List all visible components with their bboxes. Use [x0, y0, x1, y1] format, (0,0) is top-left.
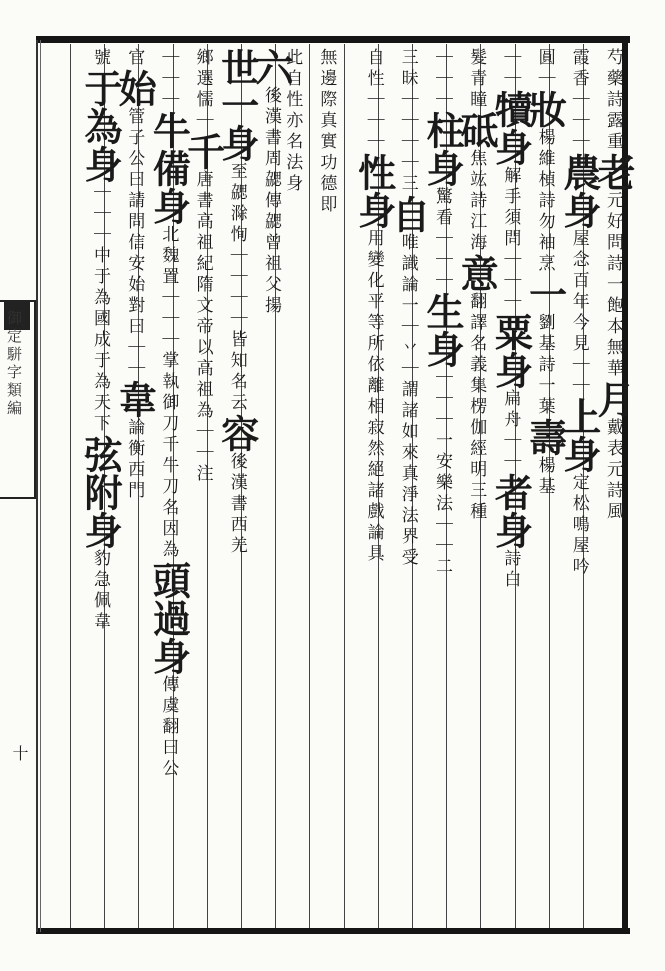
annotation-text: ｜｜｜: [432, 48, 452, 111]
headword: 月: [591, 380, 636, 418]
annotation-text: 傳虞翻曰公: [158, 675, 179, 780]
headword: 生身: [420, 292, 465, 368]
column-rule: [309, 44, 310, 928]
annotation-text: 髮青瞳: [466, 48, 487, 111]
annotation-text: 北魏置｜｜｜掌執御刀千牛刀名因為: [158, 225, 179, 561]
headword: 性身: [351, 153, 397, 229]
annotation-text: ｜｜｜中于為國成于為天下: [90, 183, 110, 435]
column-rule: [70, 44, 71, 928]
annotation-text: 屋念百年今見｜｜: [568, 229, 589, 397]
annotation-text: 圓｜: [534, 48, 555, 90]
headword: 始: [112, 69, 158, 107]
annotation-text: 後漢書西羌: [226, 452, 247, 557]
annotation-text: 解手須問｜｜｜: [500, 166, 521, 313]
headword: 弦附身: [78, 435, 123, 549]
headword: 韋: [112, 380, 158, 418]
col-8: [351, 48, 397, 924]
annotation-text: 劉基詩一葉: [534, 313, 555, 418]
headword: 老: [591, 153, 636, 191]
headword: 壽: [522, 418, 568, 456]
annotation-text: ｜｜: [500, 48, 521, 90]
annotation-text: 霞香｜｜｜: [568, 48, 589, 153]
headword: 柱身: [420, 111, 465, 187]
headword: 妝: [522, 90, 568, 128]
headword: 世一身: [214, 48, 260, 162]
annotation-text: 自性｜｜｜: [363, 48, 384, 153]
left-border-inner: [40, 40, 41, 932]
headword: 農身: [556, 153, 602, 229]
annotation-text: 詩白: [500, 549, 521, 591]
annotation-text: 焦竑詩江海: [466, 149, 487, 254]
headword: 砥: [454, 111, 500, 149]
annotation-text: 官: [124, 48, 145, 69]
page-number: 十: [10, 745, 29, 761]
annotation-text: 唯識論一｜丷｜謂諸如來真淨法界受: [397, 233, 418, 569]
annotation-text: 此自性亦名法身: [282, 48, 303, 195]
annotation-text: 元好問詩一飽本無華: [603, 191, 623, 380]
annotation-text: 三昧｜｜｜｜三: [397, 48, 418, 195]
top-border: [36, 36, 630, 43]
annotation-text: 管子公曰請問信安始對曰｜｜: [124, 107, 145, 380]
annotation-text: 唐書高祖紀隋文帝以高祖為｜｜注: [192, 170, 213, 485]
headword: 頭過身: [146, 561, 192, 675]
headword: 上身: [556, 397, 602, 473]
headword: 千: [180, 132, 226, 170]
left-border: [36, 40, 38, 932]
annotation-text: 至勰滁恂｜｜｜｜皆知名云: [226, 162, 247, 414]
headword: 于為身: [78, 69, 123, 183]
headword: 者身: [488, 473, 534, 549]
annotation-text: 用變化平等所依離相寂然絕諸戲論具: [363, 229, 384, 565]
annotation-text: ｜｜｜: [158, 48, 179, 111]
headword: 一: [522, 275, 568, 313]
col-9: [316, 48, 335, 924]
annotation-text: 鄉選懦｜: [192, 48, 213, 132]
annotation-text: 豹急佩韋: [90, 549, 110, 633]
annotation-text: 芍藥詩露重: [603, 48, 623, 153]
annotation-text: ｜｜｜一安樂法｜｜二: [432, 368, 452, 578]
annotation-text: 無邊際真實功德即: [316, 48, 337, 216]
headword: 牛備身: [146, 111, 192, 225]
annotation-text: 翻譯名義集楞伽經明三種: [466, 292, 487, 523]
annotation-text: 定松鳴屋吟: [568, 473, 589, 578]
column-rule: [344, 44, 345, 928]
headword: 容: [214, 414, 260, 452]
headword: 意: [454, 254, 500, 292]
annotation-text: 號: [90, 48, 110, 69]
annotation-text: 扁舟｜｜: [500, 389, 521, 473]
annotation-text: 楊維楨詩勿袖烹: [534, 128, 555, 275]
headword: 六: [249, 48, 294, 86]
annotation-text: 後漢書周勰傳勰曾祖父揚: [261, 86, 281, 317]
annotation-text: 論衡西門: [124, 418, 145, 502]
annotation-text: 驚看｜｜｜: [432, 187, 452, 292]
margin-title: 御定駢字類編: [5, 310, 23, 418]
headword: 自: [385, 195, 431, 233]
col-16: [77, 48, 123, 924]
headword: 粟身: [488, 313, 534, 389]
bottom-border: [36, 928, 630, 934]
headword: 犢身: [488, 90, 534, 166]
annotation-text: 楊基: [534, 456, 555, 498]
annotation-text: 戴表元詩風: [603, 418, 623, 523]
